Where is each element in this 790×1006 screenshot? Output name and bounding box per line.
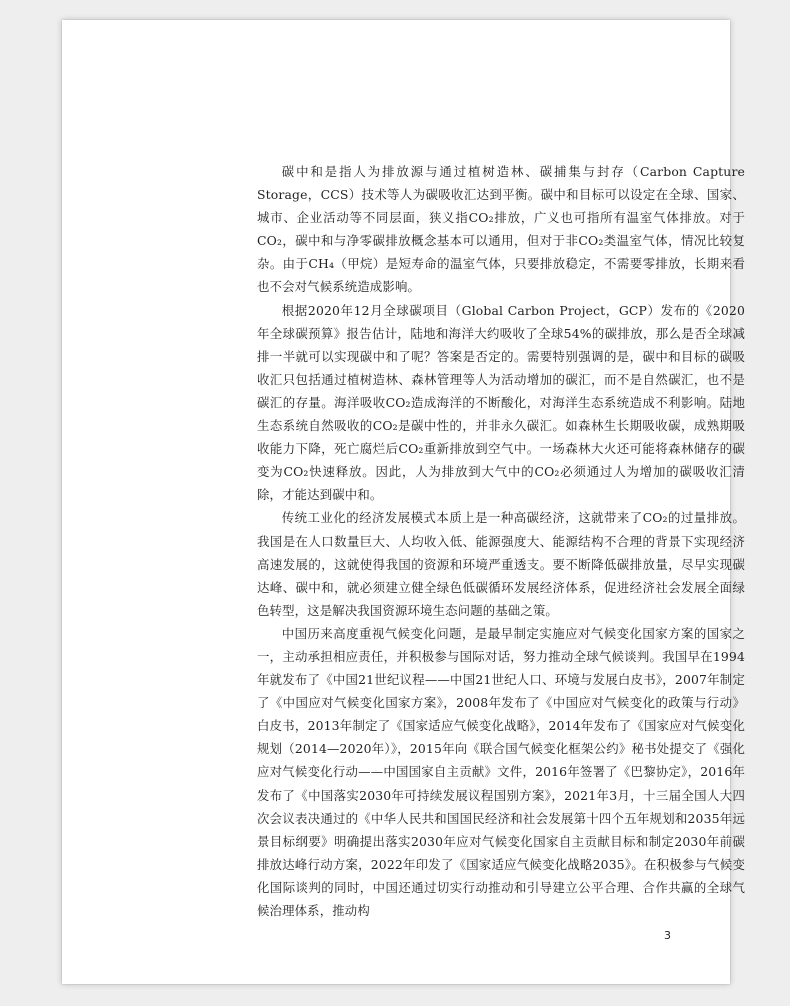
document-page bbox=[62, 20, 745, 984]
body-text bbox=[257, 160, 745, 922]
page-number: 3 bbox=[664, 929, 671, 942]
paragraph-global-carbon-budget: 根据2020年12月全球碳项目（Global Carbon Project，GCP）发布的《2020年全球碳预算》报告估计，陆地和海洋大约吸收了全球54%的碳排放，那么是否全球减排一半就可以实现碳中和了呢？答案是否定的。需要特别强调的是，碳中和目标的碳吸收汇只包括通过植树造林、森林管理等人为活动增加的碳汇，而不是自然碳汇，也不是碳汇的存量。海洋吸收CO₂造成海洋的不断酸化，对海洋生态系统造成不利影响。陆地生态系统自然吸收的CO₂是碳中性的，并非永久碳汇。如森林生长期吸收碳，成熟期吸收能力下降，死亡腐烂后CO₂重新排放到空气中。一场森林大火还可能将森林储存的碳变为CO₂快速释放。因此，人为排放到大气中的CO₂必须通过人为增加的碳吸收汇清除，才能达到碳中和。 bbox=[257, 302, 745, 503]
paragraph-china-climate-policy: 中国历来高度重视气候变化问题，是最早制定实施应对气候变化国家方案的国家之一，主动承担相应责任，并积极参与国际对话，努力推动全球气候谈判。我国早在1994年就发布了《中国21世纪议程——中国21世纪人口、环境与发展白皮书》，2007年制定了《中国应对气候变化国家方案》，2008年发布了《中国应对气候变化的政策与行动》白皮书，2013年制定了《国家适应气候变化战略》，2014年发布了《国家应对气候变化规划（2014—2020年）》，2015年向《联合国气候变化框架公约》秘书处提交了《强化应对气候变化行动——中国国家自主贡献》文件，2016年签署了《巴黎协定》，2016年发布了《中国落实2030年可持续发展议程国别方案》，2021年3月，十三届全国人大四次会议表决通过的《中华人民共和国国民经济和社会发展第十四个五年规划和2035年远景目标纲要》明确提出落实2030年应对气候变化国家自主贡献目标和制定2030年前碳排放达峰行动方案，2022年印发了《国家适应气候变化战略2035》。在积极参与气候变化国际谈判的同时，中国还通过切实行动推动和引导建立公平合理、合作共赢的全球气候治理体系，推动构 bbox=[257, 625, 745, 918]
paragraph-traditional-industrialization: 传统工业化的经济发展模式本质上是一种高碳经济，这就带来了CO₂的过量排放。我国是在人口数量巨大、人均收入低、能源强度大、能源结构不合理的背景下实现经济高速发展的，这就使得我国的资源和环境严重透支。要不断降低碳排放量，尽早实现碳达峰、碳中和，就必须建立健全绿色低碳循环发展经济体系，促进经济社会发展全面绿色转型，这是解决我国资源环境生态问题的基础之策。 bbox=[257, 510, 745, 618]
paragraph-carbon-neutrality-definition: 碳中和是指人为排放源与通过植树造林、碳捕集与封存（Carbon Capture Storage，CCS）技术等人为碳吸收汇达到平衡。碳中和目标可以设定在全球、国家、城市、企业活动等不同层面，狭义指CO₂排放，广义也可指所有温室气体排放。对于CO₂，碳中和与净零碳排放概念基本可以通用，但对于非CO₂类温室气体，情况比较复杂。由于CH₄（甲烷）是短寿命的温室气体，只要排放稳定，不需要零排放，长期来看也不会对气候系统造成影响。 bbox=[257, 164, 745, 295]
